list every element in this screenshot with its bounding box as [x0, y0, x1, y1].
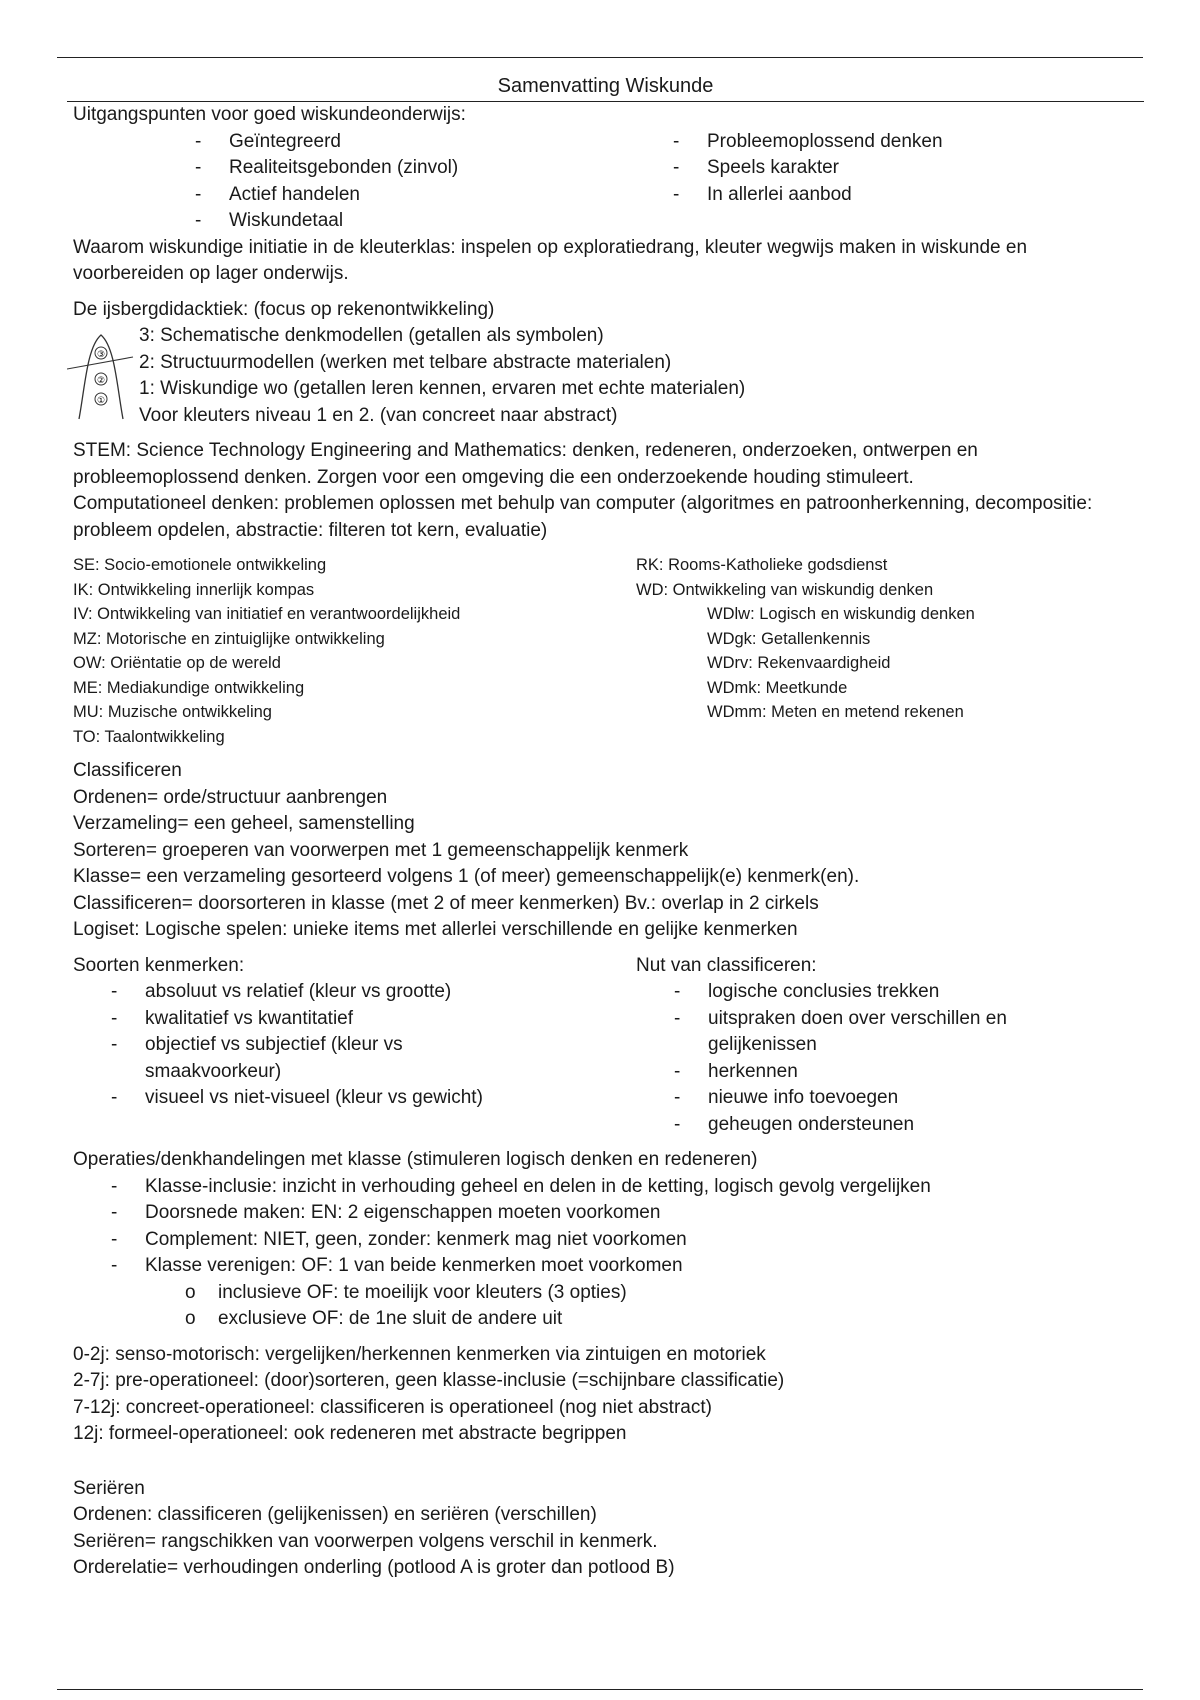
list-item: - Doorsnede maken: EN: 2 eigenschappen moeten voorkomen — [145, 1200, 1133, 1227]
computational-thinking-paragraph: Computationeel denken: problemen oplossen met behulp van computer (algoritmes en patroonherkenning, decompositie: probleem opdelen, abstractie: filteren tot kern, evaluatie) — [73, 493, 1093, 541]
iceberg-section — [73, 323, 1133, 429]
principles-right — [707, 129, 943, 235]
definition-line: Ordenen: classificeren (gelijkenissen) en seriëren (verschillen) — [73, 1504, 597, 1525]
use-heading: Nut van classificeren: — [636, 954, 817, 976]
domain-subitem: WDgk: Getallenkennis — [707, 629, 871, 648]
list-item: - Klasse verenigen: OF: 1 van beide kenmerken moet voorkomen — [145, 1253, 1133, 1280]
development-domains — [73, 553, 1133, 749]
operations-list — [145, 1174, 1133, 1280]
stage-line: 0-2j: senso-motorisch: vergelijken/herkennen kenmerken via zintuigen en motoriek — [73, 1343, 766, 1365]
principles-left — [229, 129, 707, 235]
document-page — [73, 72, 1133, 1582]
definition-line: Sorteren= groeperen van voorwerpen met 1 gemeenschappelijk kenmerk — [73, 839, 689, 861]
use-list — [708, 979, 1048, 1138]
iceberg-label: ① — [96, 396, 106, 406]
list-item: - In allerlei aanbod — [707, 182, 943, 209]
list-item: - kwalitatief vs kwantitatief — [145, 1006, 515, 1033]
domains-left — [73, 553, 636, 749]
seriate-section — [73, 1476, 1133, 1582]
list-item: - Wiskundetaal — [229, 208, 707, 235]
list-item: o inclusieve OF: te moeilijk voor kleuters (3 opties) — [218, 1280, 1133, 1307]
domain-item: MZ: Motorische en zintuiglijke ontwikkeling — [73, 629, 385, 648]
domain-item: OW: Oriëntatie op de wereld — [73, 654, 281, 672]
list-item: - Probleemoplossend denken — [707, 129, 943, 156]
domain-subitem: WDmm: Meten en metend rekenen — [707, 703, 964, 721]
list-item: - Speels karakter — [707, 155, 943, 182]
list-item: o exclusieve OF: de 1ne sluit de andere uit — [218, 1306, 1133, 1333]
domain-item: WD: Ontwikkeling van wiskundig denken — [636, 580, 934, 599]
list-item: - Actief handelen — [229, 182, 707, 209]
iceberg-level: 3: Schematische denkmodellen (getallen als symbolen) — [139, 325, 604, 346]
section-heading: Classificeren — [73, 760, 182, 781]
kinds-list — [145, 979, 515, 1112]
why-initiation-paragraph: Waarom wiskundige initiatie in de kleuterklas: inspelen op exploratiedrang, kleuter wegwijs maken in wiskunde en voorbereiden op lager onderwijs. — [73, 236, 1028, 284]
stage-line: 2-7j: pre-operationeel: (door)sorteren, geen klasse-inclusie (=schijnbare classificatie) — [73, 1370, 785, 1391]
domain-subitem: WDlw: Logisch en wiskundig denken — [707, 605, 975, 623]
domain-subitem: WDrv: Rekenvaardigheid — [707, 654, 891, 672]
list-item: - Geïntegreerd — [229, 129, 707, 156]
definition-line: Ordenen= orde/structuur aanbrengen — [73, 786, 388, 808]
definition-line: Logiset: Logische spelen: unieke items met allerlei verschillende en gelijke kenmerken — [73, 919, 798, 940]
iceberg-icon — [67, 327, 135, 423]
domain-item: IV: Ontwikkeling van initiatief en verantwoordelijkheid — [73, 605, 461, 623]
top-rule — [57, 57, 1143, 58]
stage-line: 12j: formeel-operationeel: ook redeneren met abstracte begrippen — [73, 1423, 627, 1444]
domain-item: IK: Ontwikkeling innerlijk kompas — [73, 580, 315, 599]
domain-item: RK: Rooms-Katholieke godsdienst — [636, 556, 888, 574]
list-item: - Klasse-inclusie: inzicht in verhouding geheel en delen in de ketting, logisch gevolg vergelijken — [145, 1174, 1133, 1201]
stage-line: 7-12j: concreet-operationeel: classificeren is operationeel (nog niet abstract) — [73, 1396, 712, 1418]
iceberg-level: 1: Wiskundige wo (getallen leren kennen, ervaren met echte materialen) — [139, 378, 746, 399]
stem-paragraph: STEM: Science Technology Engineering and Mathematics: denken, redeneren, onderzoeken, ontwerpen en probleemoplossend denken. Zorgen voor een omgeving die een onderzoekende houding stimuleert. — [73, 440, 978, 488]
domain-item: ME: Mediakundige ontwikkeling — [73, 678, 305, 697]
operations-sublist — [218, 1280, 1133, 1333]
list-item: - nieuwe info toevoegen — [708, 1085, 1048, 1112]
list-item: - logische conclusies trekken — [708, 979, 1048, 1006]
list-item: - Complement: NIET, geen, zonder: kenmerk mag niet voorkomen — [145, 1227, 1133, 1254]
list-item: - objectief vs subjectief (kleur vs smaakvoorkeur) — [145, 1032, 515, 1085]
iceberg-heading: De ijsbergdidacktiek: (focus op rekenontwikkeling) — [73, 298, 495, 320]
use-column — [636, 953, 1048, 1139]
definition-line: Seriëren= rangschikken van voorwerpen volgens verschil in kenmerk. — [73, 1530, 658, 1552]
list-item: - visueel vs niet-visueel (kleur vs gewicht) — [145, 1085, 515, 1112]
kinds-column — [73, 953, 636, 1139]
kinds-and-use — [73, 953, 1133, 1139]
domain-item: TO: Taalontwikkeling — [73, 727, 225, 746]
list-item: - uitspraken doen over verschillen en gelijkenissen — [708, 1006, 1048, 1059]
list-item: - Realiteitsgebonden (zinvol) — [229, 155, 707, 182]
iceberg-level: Voor kleuters niveau 1 en 2. (van concreet naar abstract) — [139, 404, 618, 426]
iceberg-levels — [139, 323, 745, 429]
development-stages — [73, 1342, 1133, 1448]
bottom-rule — [57, 1689, 1143, 1690]
principles-heading: Uitgangspunten voor goed wiskundeonderwijs: — [73, 104, 466, 125]
iceberg-label: ③ — [96, 350, 106, 360]
list-item: - herkennen — [708, 1059, 1048, 1086]
document-title: Samenvatting Wiskunde — [67, 72, 1144, 102]
list-item: - absoluut vs relatief (kleur vs grootte) — [145, 979, 515, 1006]
list-item: - geheugen ondersteunen — [708, 1112, 1048, 1139]
definition-line: Classificeren= doorsorteren in klasse (met 2 of meer kenmerken) Bv.: overlap in 2 cirkels — [73, 892, 819, 914]
definition-line: Orderelatie= verhoudingen onderling (potlood A is groter dan potlood B) — [73, 1557, 675, 1578]
kinds-heading: Soorten kenmerken: — [73, 954, 245, 976]
iceberg-level: 2: Structuurmodellen (werken met telbare abstracte materialen) — [139, 351, 672, 373]
domain-item: SE: Socio-emotionele ontwikkeling — [73, 556, 327, 574]
definition-line: Verzameling= een geheel, samenstelling — [73, 813, 415, 834]
domains-right — [636, 553, 975, 749]
iceberg-label: ② — [96, 376, 106, 386]
principles-list — [73, 129, 1133, 235]
definition-line: Klasse= een verzameling gesorteerd volgens 1 (of meer) gemeenschappelijk(e) kenmerk(en). — [73, 866, 860, 887]
classify-section — [73, 758, 1133, 944]
wd-subdomains — [636, 602, 975, 725]
operations-heading: Operaties/denkhandelingen met klasse (stimuleren logisch denken en redeneren) — [73, 1149, 758, 1170]
domain-subitem: WDmk: Meetkunde — [707, 678, 848, 697]
section-heading: Seriëren — [73, 1477, 145, 1499]
domain-item: MU: Muzische ontwikkeling — [73, 703, 272, 721]
